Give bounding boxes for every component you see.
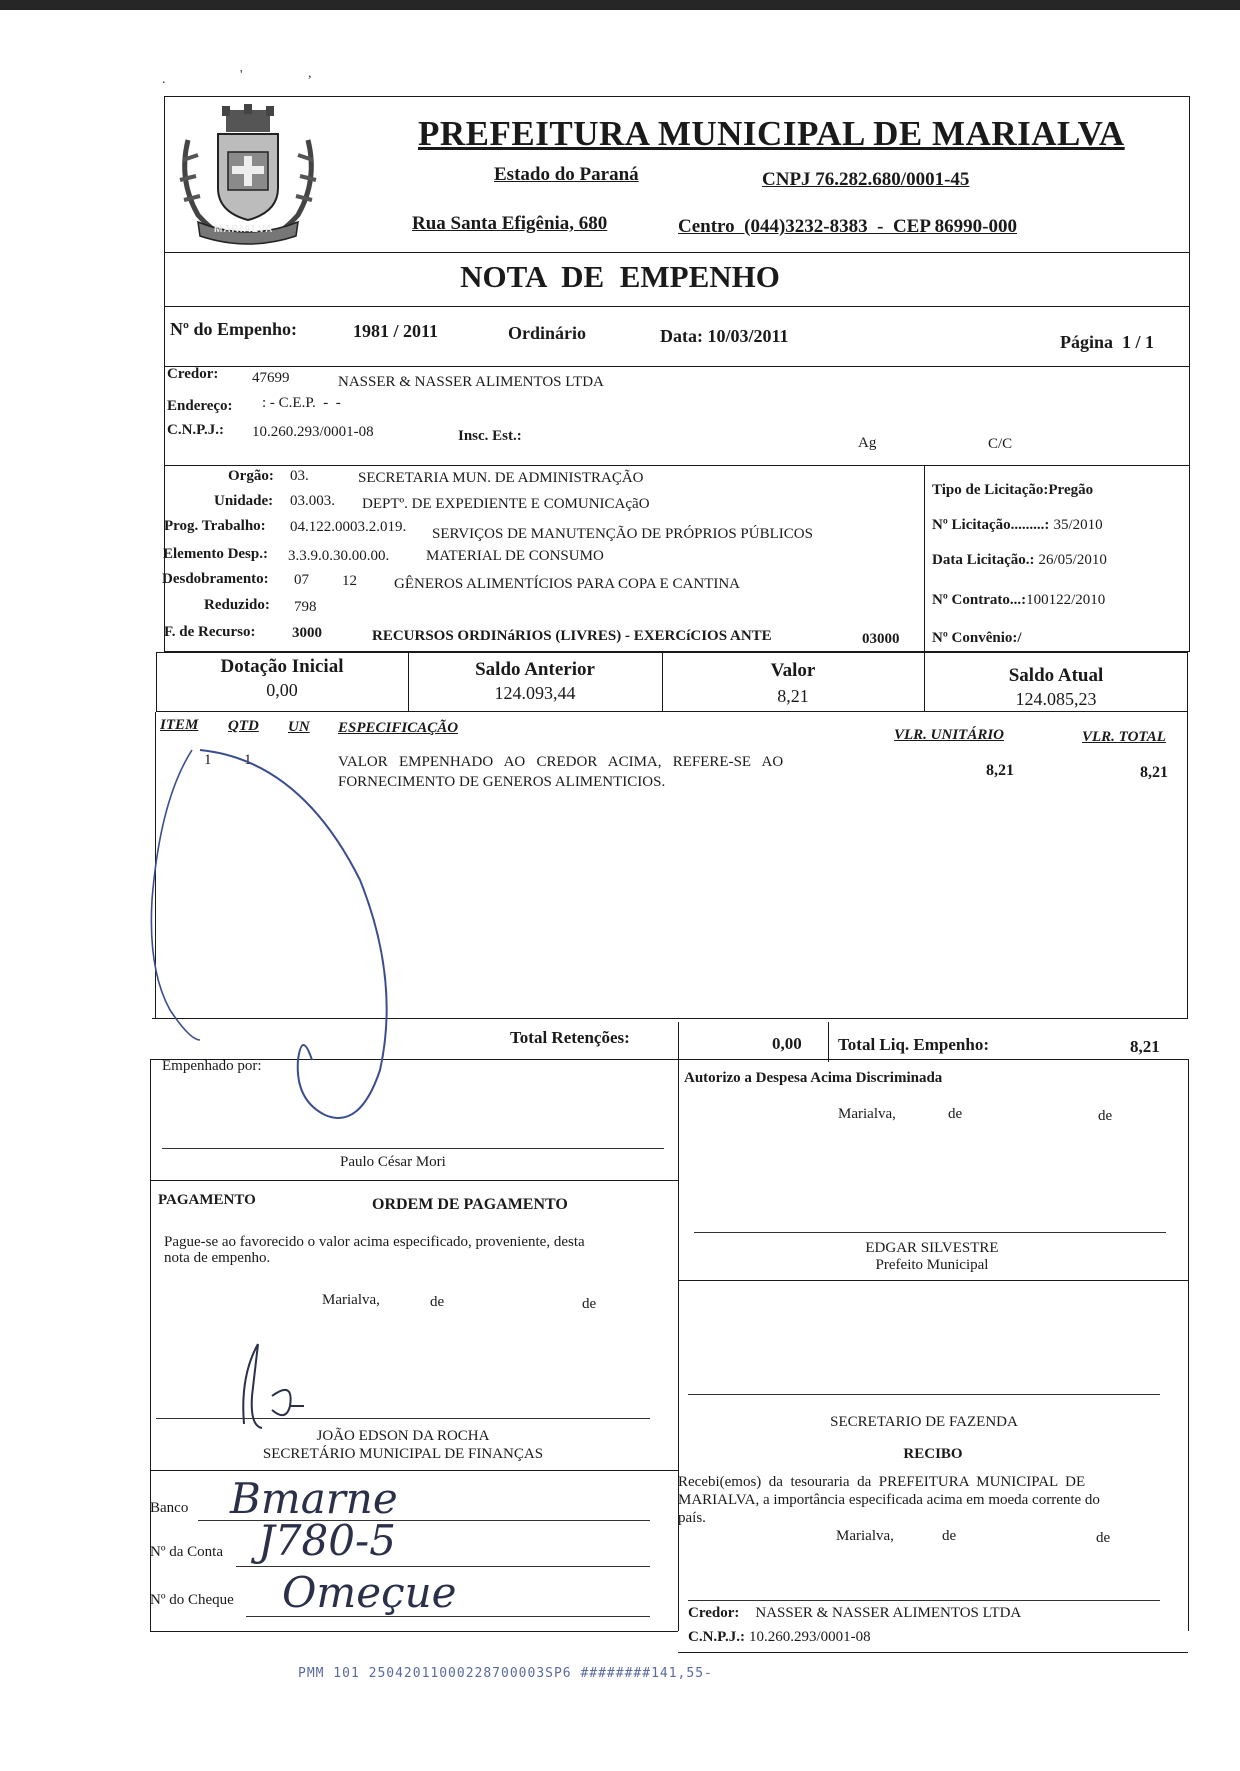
header-cnpj: CNPJ 76.282.680/0001-45 [762, 169, 970, 190]
insc-est-label: Insc. Est.: [458, 428, 522, 444]
empenhado-label: Empenhado por: [162, 1058, 262, 1074]
header-street: Rua Santa Efigênia, 680 [412, 213, 608, 234]
licitacao-date-field [932, 551, 1107, 569]
contrato-field [932, 591, 1105, 609]
empenho-type: Ordinário [508, 323, 587, 343]
conta-line [236, 1566, 650, 1567]
divider [150, 1470, 678, 1471]
recibo-cnpj-label: C.N.P.J.: [688, 1629, 745, 1645]
page-title: PREFEITURA MUNICIPAL DE MARIALVA [418, 114, 1125, 153]
conta-label: Nº da Conta [150, 1544, 223, 1560]
unit-price-column-header: VLR. UNITÁRIO [894, 727, 1005, 743]
divider [678, 1059, 679, 1631]
rubric-signature-mark [130, 740, 450, 1140]
recibo-text-line3: país. [678, 1510, 706, 1526]
item-unit-price: 8,21 [986, 762, 1014, 779]
saldo-anterior-value: 124.093,44 [494, 683, 576, 703]
prefeito-name: EDGAR SILVESTRE [865, 1240, 999, 1256]
dotacao-value: 0,00 [266, 680, 298, 700]
item-number: 1 [204, 752, 212, 768]
unidade-code: 03.003. [290, 493, 335, 509]
elemento-name: MATERIAL DE CONSUMO [426, 548, 604, 564]
item-total: 8,21 [1140, 764, 1168, 781]
ordem-pagamento-title: ORDEM DE PAGAMENTO [372, 1196, 568, 1213]
fazenda-role: SECRETARIO DE FAZENDA [830, 1414, 1018, 1430]
tipo-licitacao: Tipo de Licitação:Pregão [932, 482, 1094, 498]
signature-line [156, 1418, 650, 1419]
pagamento-city: Marialva, [322, 1292, 380, 1308]
licitacao-date-label: Data Licitação.: [932, 552, 1035, 568]
autorizo-de: de [948, 1106, 963, 1122]
licitacao-number-label: Nº Licitação.........: [932, 517, 1050, 533]
address-value: : - C.E.P. - - [262, 395, 341, 411]
account-cc-label: C/C [988, 436, 1013, 452]
recibo-credor-label: Credor: [688, 1605, 740, 1621]
item-spec-line2: FORNECIMENTO DE GENEROS ALIMENTICIOS. [338, 774, 666, 790]
orgao-name: SECRETARIA MUN. DE ADMINISTRAÇÃO [358, 470, 644, 486]
cnpj-label: C.N.P.J.: [167, 422, 224, 438]
coat-of-arms-logo [168, 100, 328, 250]
page-indicator: Página 1 / 1 [1060, 332, 1155, 352]
cheque-label: Nº do Cheque [150, 1592, 234, 1608]
recibo-cnpj-field [688, 1628, 871, 1646]
saldo-atual-label: Saldo Atual [1008, 665, 1104, 686]
address-label: Endereço: [167, 398, 233, 414]
autorizo-de: de [1098, 1108, 1113, 1124]
recibo-text-line1: Recebi(emos) da tesouraria da PREFEITURA MUNICIPAL DE [678, 1474, 1086, 1490]
elemento-label: Elemento Desp.: [163, 546, 268, 562]
signature-line [162, 1148, 664, 1149]
divider [164, 366, 1190, 367]
recibo-cnpj: 10.260.293/0001-08 [748, 1629, 871, 1645]
empenhado-name: Paulo César Mori [340, 1154, 446, 1170]
un-column-header: UN [288, 719, 310, 735]
pagamento-text-line1: Pague-se ao favorecido o valor acima especificado, proveniente, desta [164, 1234, 585, 1250]
divider [678, 1652, 1188, 1653]
state-name: Estado do Paraná [494, 164, 639, 185]
qtd-column-header: QTD [228, 718, 259, 734]
recibo-de: de [1096, 1530, 1111, 1546]
contrato-number: 100122/2010 [1026, 592, 1106, 608]
prog-trabalho-name: SERVIÇOS DE MANUTENÇÃO DE PRÓPRIOS PÚBLICOS [432, 526, 813, 542]
divider [164, 306, 1190, 307]
desdobramento-a: 07 [294, 572, 309, 588]
financas-signer: JOÃO EDSON DA ROCHA [316, 1428, 490, 1444]
reduzido-value: 798 [294, 599, 317, 615]
liq-empenho-label: Total Liq. Empenho: [838, 1035, 989, 1054]
recurso-name: RECURSOS ORDINáRIOS (LIVRES) - EXERCíCIOS ANTE [372, 628, 772, 644]
scan-mark: ' [240, 68, 243, 83]
retencoes-label: Total Retenções: [510, 1028, 630, 1047]
prefeito-role: Prefeito Municipal [875, 1257, 989, 1273]
scan-mark: , [308, 66, 312, 81]
item-spec-line1: VALOR EMPENHADO AO CREDOR ACIMA, REFERE-SE AO [338, 754, 784, 770]
unidade-name: DEPTº. DE EXPEDIENTE E COMUNICAçãO [362, 496, 650, 512]
liq-empenho-value: 8,21 [1130, 1037, 1160, 1056]
licitacao-number: 35/2010 [1053, 517, 1103, 533]
divider [678, 1280, 1188, 1281]
item-qtd: 1 [244, 752, 252, 768]
licitacao-number-field [932, 516, 1103, 534]
banco-handwriting: Bmarne [230, 1474, 398, 1523]
divider [1187, 712, 1188, 1018]
document-title: NOTA DE EMPENHO [460, 259, 780, 294]
credor-name: NASSER & NASSER ALIMENTOS LTDA [338, 374, 604, 390]
crest-banner-text: MARIALVA [214, 224, 274, 235]
divider [164, 465, 1190, 466]
recurso-number: 03000 [862, 631, 900, 647]
divider [924, 465, 925, 657]
agency-label: Ag [858, 435, 877, 451]
recibo-credor-name: NASSER & NASSER ALIMENTOS LTDA [755, 1605, 1022, 1621]
divider [150, 1180, 678, 1181]
reduzido-label: Reduzido: [204, 597, 270, 613]
recurso-label: F. de Recurso: [164, 624, 256, 640]
signature-line [688, 1600, 1160, 1601]
recurso-code: 3000 [292, 625, 322, 641]
credor-cnpj: 10.260.293/0001-08 [252, 424, 374, 440]
empenho-number-label: Nº do Empenho: [170, 319, 297, 339]
divider [150, 1631, 678, 1632]
conta-handwriting: J780-5 [258, 1516, 396, 1565]
signature-line [694, 1232, 1166, 1233]
header-contact: Centro (044)3232-8383 - CEP 86990-000 [678, 216, 1017, 237]
signature-line [688, 1394, 1160, 1395]
scan-edge [0, 0, 1240, 10]
financas-signature-mark [232, 1336, 332, 1456]
retencoes-value: 0,00 [772, 1034, 802, 1053]
cheque-handwriting: Omeçue [282, 1568, 457, 1617]
divider [1188, 1059, 1189, 1631]
item-column-header: ITEM [160, 717, 199, 733]
saldo-atual-value: 124.085,23 [1015, 689, 1097, 709]
desdobramento-b: 12 [342, 573, 357, 589]
spec-column-header: ESPECIFICAÇÃO [338, 720, 459, 736]
recibo-credor-field [688, 1604, 1021, 1622]
saldo-anterior-label: Saldo Anterior [475, 659, 595, 680]
credor-code: 47699 [252, 370, 290, 386]
elemento-code: 3.3.9.0.30.00.00. [288, 548, 390, 564]
banco-label: Banco [150, 1500, 189, 1516]
valor-value: 8,21 [777, 686, 809, 706]
desdobramento-name: GÊNEROS ALIMENTÍCIOS PARA COPA E CANTINA [394, 576, 741, 592]
orgao-code: 03. [290, 468, 309, 484]
pagamento-de: de [430, 1294, 445, 1310]
empenho-date: Data: 10/03/2011 [660, 326, 789, 346]
prog-trabalho-label: Prog. Trabalho: [164, 518, 266, 534]
dotacao-label: Dotação Inicial [220, 656, 344, 677]
prog-trabalho-code: 04.122.0003.2.019. [290, 519, 407, 535]
divider [678, 1022, 679, 1060]
recibo-title: RECIBO [903, 1446, 963, 1462]
total-column-header: VLR. TOTAL [1082, 729, 1166, 745]
pagamento-text-line2: nota de empenho. [164, 1250, 271, 1266]
autorizo-city: Marialva, [838, 1106, 896, 1122]
recibo-text-line2: MARIALVA, a importância especificada acima em moeda corrente do [678, 1492, 1100, 1508]
processing-stamp: PMM 101 25042011000228700003SP6 ########141,55- [298, 1666, 713, 1681]
divider [828, 1022, 829, 1062]
financas-role: SECRETÁRIO MUNICIPAL DE FINANÇAS [262, 1446, 544, 1462]
autorizo-title: Autorizo a Despesa Acima Discriminada [684, 1070, 943, 1086]
orgao-label: Orgão: [228, 468, 274, 484]
pagamento-title: PAGAMENTO [158, 1192, 256, 1208]
pagamento-de: de [582, 1296, 597, 1312]
divider [164, 252, 1190, 253]
recibo-de: de [942, 1528, 957, 1544]
valor-label: Valor [770, 660, 816, 681]
contrato-label: Nº Contrato...: [932, 592, 1027, 608]
unidade-label: Unidade: [214, 493, 274, 509]
empenho-number: 1981 / 2011 [353, 321, 439, 341]
convenio-label: Nº Convênio:/ [932, 630, 1022, 646]
credor-label: Credor: [167, 366, 219, 382]
licitacao-date: 26/05/2010 [1038, 552, 1107, 568]
desdobramento-label: Desdobramento: [162, 571, 269, 587]
recibo-city: Marialva, [836, 1528, 894, 1544]
scan-mark: . [162, 72, 166, 87]
